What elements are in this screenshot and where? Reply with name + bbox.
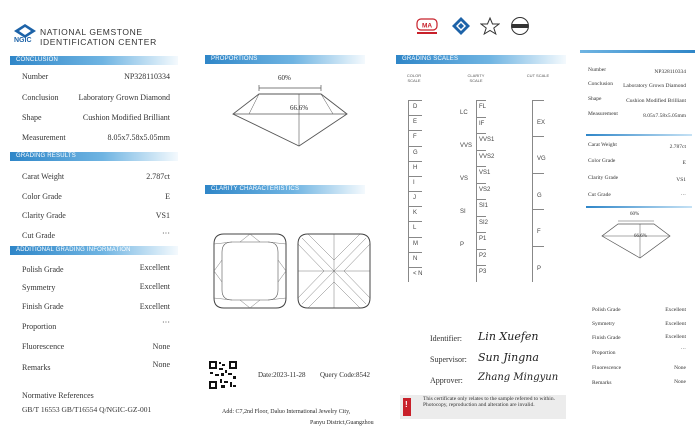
conclusion-bar-title: CONCLUSION: [16, 57, 59, 63]
summary-color-label: Color Grade: [588, 158, 616, 164]
conclusion-value: Laboratory Grown Diamond: [78, 93, 170, 102]
summary-table-percent: 60%: [630, 212, 640, 217]
proportions-bar: [205, 55, 365, 64]
summary-symmetry-value: Excellent: [665, 321, 686, 327]
symmetry-label: Symmetry: [22, 283, 56, 292]
summary-proportion-value: ···: [680, 346, 686, 352]
cut-scale-tick: [532, 100, 544, 101]
cut-scale-tick: [532, 209, 544, 210]
clarity-scale-tick: [476, 249, 486, 250]
clarity-scale-tick: [476, 199, 486, 200]
grading-results-bar-title: GRADING RESULTS: [16, 153, 76, 159]
approver-label: Approver:: [430, 376, 463, 385]
summary-shape-label: Shape: [588, 96, 602, 102]
accreditation-logo-2: [480, 16, 500, 36]
number-value: NP328110334: [124, 72, 170, 81]
color-scale-label: I: [413, 179, 415, 186]
color-scale-label: M: [413, 240, 418, 247]
summary-finish-value: Excellent: [665, 334, 686, 340]
cut-scale-tick: [532, 173, 544, 174]
summary-divider: [586, 134, 692, 136]
depth-percent: 66.6%: [290, 104, 309, 112]
clarity-scale-label: FL: [479, 104, 487, 110]
clarity-scale-label: SI1: [479, 203, 489, 210]
conclusion-label: Conclusion: [22, 93, 59, 102]
clarity-scale-tick: [476, 166, 486, 167]
ngic-logo-text: NGIC: [14, 37, 32, 44]
color-scale-label: J: [413, 195, 416, 201]
cut-scale-tick: [532, 136, 544, 137]
clarity-scale-label: VS1: [479, 170, 491, 177]
color-scale-label: N: [413, 255, 418, 262]
carat-value: 2.787ct: [146, 172, 170, 181]
clarity-scale-label: VS2: [479, 186, 491, 193]
summary-conclusion-label: Conclusion: [588, 81, 614, 87]
color-scale-tick: [408, 267, 422, 268]
color-scale-label: E: [413, 119, 418, 126]
clarity-scale-tick: [476, 133, 486, 134]
proportions-bar-title: PROPORTIONS: [211, 56, 258, 62]
clarity-scale-tick: [476, 232, 486, 233]
approver-signature: Zhang Mingyun: [478, 372, 559, 383]
clarity-scale-tick: [476, 150, 486, 151]
summary-remarks-value: None: [674, 379, 686, 385]
grading-scales-bar-title: GRADING SCALES: [402, 56, 459, 62]
query-code: Query Code:8542: [320, 371, 370, 379]
clarity-scale-axis: [476, 100, 477, 282]
color-scale-tick: [408, 161, 422, 162]
cut-label: Cut Grade: [22, 231, 56, 240]
warning-mark: !: [405, 400, 408, 409]
address-line1: Add: C7,2nd Floor, Daluo International Jewelry City,: [222, 409, 351, 415]
summary-proportion-label: Proportion: [592, 350, 616, 356]
color-scale-label: < N: [413, 270, 423, 277]
summary-fluorescence-value: None: [674, 365, 686, 371]
svg-text:MA: MA: [421, 22, 433, 30]
color-scale-tick: [408, 191, 422, 192]
clarity-scale-label: VVS2: [479, 153, 495, 160]
color-value: E: [165, 192, 170, 201]
qr-code: [208, 360, 238, 390]
proportion-value: ···: [162, 318, 170, 327]
color-scale-label: H: [413, 164, 418, 171]
clarity-scale-tick: [476, 265, 486, 266]
color-scale-label: L: [413, 225, 417, 232]
cut-scale-label: G: [537, 192, 542, 199]
color-scale-tick: [408, 237, 422, 238]
cut-value: ···: [162, 229, 170, 238]
finish-value: Excellent: [139, 302, 170, 311]
additional-bar: [10, 246, 178, 255]
carat-label: Carat Weight: [22, 172, 65, 181]
identifier-label: Identifier:: [430, 334, 462, 343]
clarity-value: VS1: [155, 211, 170, 220]
number-label: Number: [22, 72, 49, 81]
issue-date: Date:2023-11-28: [258, 371, 306, 379]
summary-carat-label: Carat Weight: [588, 142, 617, 148]
summary-conclusion-value: Laboratory Grown Diamond: [623, 83, 686, 89]
clarity-scale-label: P2: [479, 252, 487, 259]
color-scale-tick: [408, 252, 422, 253]
summary-carat-value: 2.787ct: [669, 144, 686, 150]
measurement-value: 8.05x7.58x5.05mm: [107, 133, 170, 142]
clarity-scale-tick: [476, 216, 486, 217]
finish-label: Finish Grade: [22, 302, 64, 311]
clarity-scale-label: IF: [479, 120, 485, 127]
cut-scale-label: EX: [537, 120, 546, 127]
org-name-line1: NATIONAL GEMSTONE: [40, 27, 143, 37]
summary-cut-value: ···: [680, 192, 686, 198]
color-scale-tick: [408, 146, 422, 147]
color-scale-tick: [408, 130, 422, 131]
color-scale-label: F: [413, 134, 417, 141]
remarks-value: None: [152, 360, 170, 369]
clarity-scale-label: P3: [479, 269, 487, 276]
cut-scale-tick: [532, 246, 544, 247]
summary-divider-2: [586, 206, 692, 208]
proportion-label: Proportion: [22, 322, 57, 331]
polish-label: Polish Grade: [22, 265, 64, 274]
identifier-signature: Lin Xuefen: [478, 330, 539, 343]
measurement-label: Measurement: [22, 133, 66, 142]
clarity-group-label: P: [460, 242, 465, 249]
grading-results-bar: [10, 152, 178, 161]
cut-scale-label: F: [537, 229, 541, 236]
accreditation-logo-3: [509, 16, 531, 36]
color-label: Color Grade: [22, 192, 62, 201]
summary-number-label: Number: [588, 67, 607, 73]
color-scale-tick: [408, 221, 422, 222]
color-scale-label: G: [413, 149, 418, 156]
color-scale-tick: [408, 206, 422, 207]
summary-fluorescence-label: Fluorescence: [592, 365, 622, 371]
color-scale-label: K: [413, 210, 418, 217]
cut-scale-label: P: [537, 265, 542, 272]
summary-shape-value: Cushion Modified Brilliant: [626, 98, 686, 104]
color-scale-tick: [408, 176, 422, 177]
summary-color-value: E: [682, 160, 686, 166]
clarity-scale-tick: [476, 100, 486, 101]
summary-measurement-value: 8.05x7.58x5.05mm: [643, 113, 686, 119]
color-scale-tick: [408, 100, 422, 101]
clarity-plot-pavilion: [294, 230, 374, 312]
accreditation-logo-1: [451, 16, 471, 36]
cut-scale-title: CUT SCALE: [526, 73, 550, 78]
address-line2: Panyu District,Guangzhou: [310, 420, 374, 426]
clarity-characteristics-bar: [205, 185, 365, 194]
additional-bar-title: ADDITIONAL GRADING INFORMATION: [16, 247, 131, 253]
clarity-scale-tick: [476, 183, 486, 184]
cut-scale-axis: [532, 100, 533, 282]
shape-value: Cushion Modified Brilliant: [82, 113, 170, 122]
clarity-label: Clarity Grade: [22, 211, 66, 220]
cut-scale-label: VG: [537, 156, 546, 163]
supervisor-label: Supervisor:: [430, 355, 467, 364]
color-scale-title: COLOR SCALE: [406, 73, 422, 83]
clarity-group-label: VVS: [460, 143, 473, 150]
summary-remarks-label: Remarks: [592, 380, 612, 386]
summary-number-value: NP328110334: [654, 69, 686, 75]
grading-scales-bar: [396, 55, 566, 64]
cma-logo: [414, 18, 440, 36]
summary-finish-label: Finish Grade: [592, 335, 621, 341]
color-scale-tick: [408, 115, 422, 116]
color-scale-label: D: [413, 104, 418, 110]
fluorescence-value: None: [152, 342, 170, 351]
summary-clarity-value: VS1: [676, 177, 686, 183]
summary-measurement-label: Measurement: [588, 111, 618, 117]
supervisor-signature: Sun Jingna: [478, 351, 539, 364]
references-title: Normative References: [22, 391, 94, 400]
summary-polish-label: Polish Grade: [592, 307, 621, 313]
references-text: GB/T 16553 GB/T16554 Q/NGIC-GZ-001: [22, 405, 152, 414]
clarity-group-label: VS: [460, 176, 469, 183]
symmetry-value: Excellent: [139, 282, 170, 291]
fluorescence-label: Fluorescence: [22, 342, 65, 351]
clarity-group-label: SI: [460, 209, 466, 216]
table-percent: 60%: [278, 74, 291, 82]
clarity-scale-label: VVS1: [479, 137, 495, 144]
proportion-diagram: [225, 74, 355, 154]
polish-value: Excellent: [139, 263, 170, 272]
conclusion-bar: [10, 56, 178, 65]
shape-label: Shape: [22, 113, 42, 122]
clarity-scale-tick: [476, 117, 486, 118]
clarity-characteristics-bar-title: CLARITY CHARACTERISTICS: [211, 186, 300, 192]
summary-symmetry-label: Symmetry: [592, 321, 615, 327]
clarity-scale-label: SI2: [479, 219, 489, 226]
notice-text: This certificate only relates to the sample referred to within. Photocopy, reproduction and alteration are invalid.: [423, 396, 555, 409]
clarity-scale-label: P1: [479, 236, 487, 243]
summary-depth-percent: 66.6%: [634, 234, 647, 239]
clarity-group-label: LC: [460, 109, 468, 116]
clarity-scale-title: CLARITY SCALE: [467, 73, 485, 83]
clarity-plot-crown: [210, 230, 290, 312]
org-name-line2: IDENTIFICATION CENTER: [40, 37, 157, 47]
summary-clarity-label: Clarity Grade: [588, 175, 619, 181]
summary-cut-label: Cut Grade: [588, 192, 611, 198]
remarks-label: Remarks: [22, 363, 51, 372]
summary-polish-value: Excellent: [665, 307, 686, 313]
